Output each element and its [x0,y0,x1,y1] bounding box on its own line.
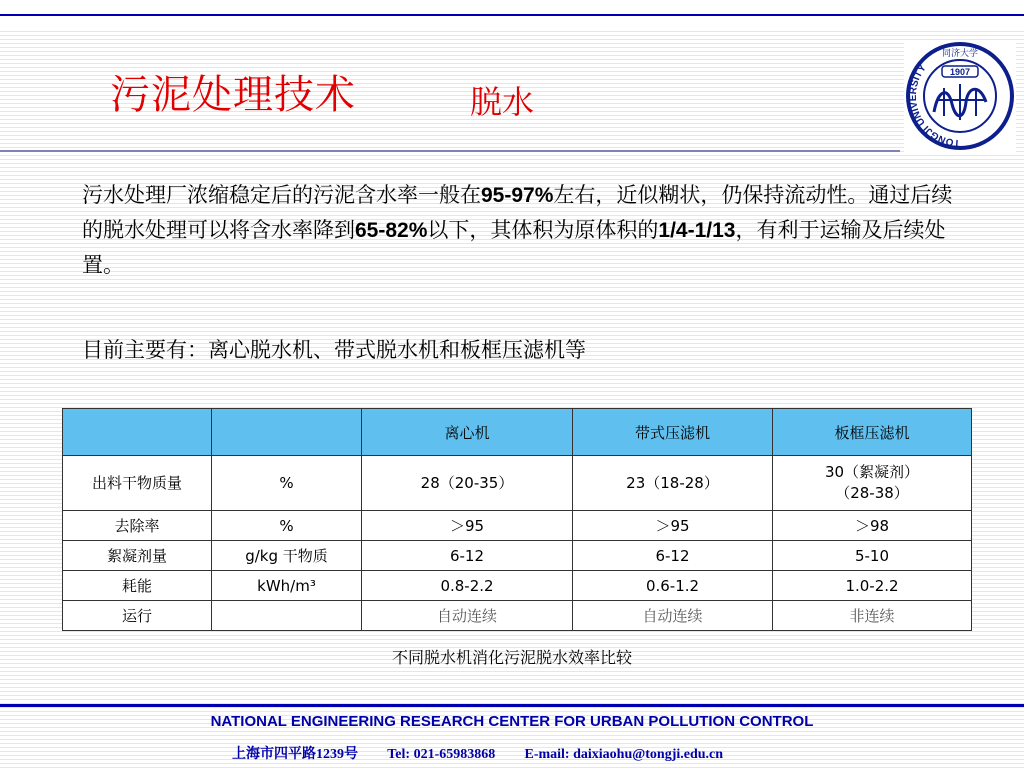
value-cell: 30（絮凝剂） （28-38） [773,456,972,511]
value-cell: 6-12 [362,541,573,571]
description-text: 污水处理厂浓缩稳定后的污泥含水率一般在 [82,183,481,207]
value-cell: 6-12 [573,541,773,571]
footer-tel: Tel: 021-65983868 [387,747,496,762]
header-cell [63,409,212,456]
value-cell: ＞98 [773,511,972,541]
footer-contact [232,743,723,763]
value-cell: 0.6-1.2 [573,571,773,601]
water-content-range: 95-97% [481,184,554,207]
value-cell: 非连续 [773,601,972,631]
water-content-after: 65-82% [355,219,428,242]
value-cell: 23（18-28） [573,456,773,511]
seal-ring-text: TONGJI UNIVERSITY [907,62,961,149]
comparison-table [62,408,972,631]
table-row [63,571,972,601]
devices-paragraph: 目前主要有：离心脱水机、带式脱水机和板框压滤机等 [82,338,586,362]
university-seal-icon [904,40,1016,152]
description-paragraph [82,178,962,282]
table-row [63,511,972,541]
row-label: 出料干物质量 [63,456,212,511]
table-caption: 不同脱水机消化污泥脱水效率比较 [391,648,632,667]
value-cell: 自动连续 [362,601,573,631]
description-text: ，有利于运输及后续处置。 [82,218,946,277]
seal-top-text: 同济大学 [941,49,979,59]
value-cell: ＞95 [362,511,573,541]
unit-cell [212,601,362,631]
description-text: 以下，其体积为原体积的 [427,218,659,242]
slide-title: 污泥处理技术 [110,72,356,118]
footer-organization: NATIONAL ENGINEERING RESEARCH CENTER FOR URBAN POLLUTION CONTROL [210,713,814,730]
value-cell: 自动连续 [573,601,773,631]
header-cell: 板框压滤机 [773,409,972,456]
table-row [63,601,972,631]
row-label: 运行 [63,601,212,631]
value-cell: ＞95 [573,511,773,541]
unit-cell: % [212,511,362,541]
table-header-row [63,409,972,456]
slide-subtitle: 脱水 [470,83,535,121]
value-cell: 28（20-35） [362,456,573,511]
volume-ratio: 1/4-1/13 [658,219,736,242]
description-text: 左右，近似糊状，仍保持流动性。通过后续的脱水处理可以将含水率降到 [82,183,953,242]
header-cell [212,409,362,456]
table-row [63,541,972,571]
unit-cell: g/kg 干物质 [212,541,362,571]
title-divider [0,150,900,152]
value-cell: 1.0-2.2 [773,571,972,601]
footer-divider [0,704,1024,707]
header-cell: 带式压滤机 [573,409,773,456]
top-header-bar [0,0,1024,31]
tongji-university-logo [904,40,1016,152]
value-cell: 0.8-2.2 [362,571,573,601]
table-row [63,456,972,511]
row-label: 絮凝剂量 [63,541,212,571]
unit-cell: % [212,456,362,511]
footer-email: E-mail: daixiaohu@tongji.edu.cn [524,747,724,762]
row-label: 耗能 [63,571,212,601]
unit-cell: kWh/m³ [212,571,362,601]
header-cell: 离心机 [362,409,573,456]
value-cell: 5-10 [773,541,972,571]
row-label: 去除率 [63,511,212,541]
footer-address: 上海市四平路1239号 [232,747,358,762]
seal-year: 1907 [949,67,971,77]
